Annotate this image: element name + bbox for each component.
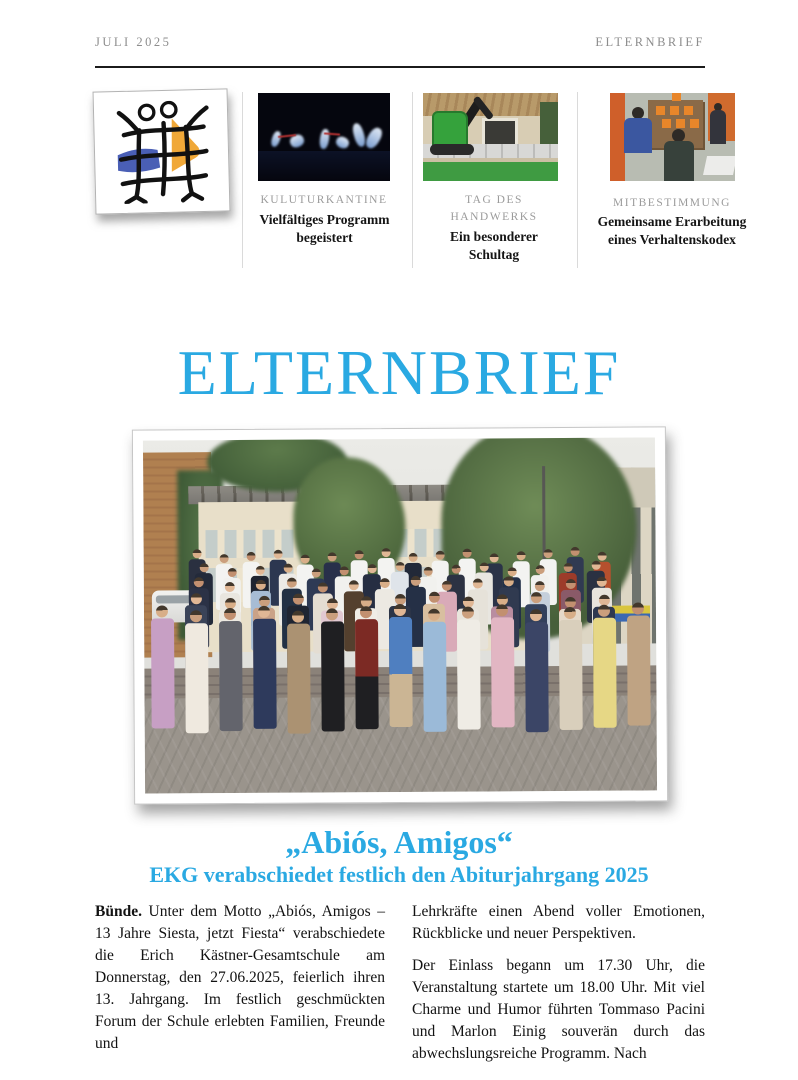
orange-wall	[610, 93, 625, 181]
column-divider	[577, 92, 578, 268]
person	[388, 604, 412, 727]
news-caption-mitbestimmung: Gemeinsame Erarbeitung eines Verhaltenskodex	[597, 214, 747, 247]
people-row	[144, 605, 657, 731]
table	[703, 156, 735, 175]
excavator-cab	[432, 111, 467, 148]
news-kicker-kulturkantine: KULUTURKANTINE	[260, 194, 388, 206]
column-divider	[242, 92, 243, 268]
person	[218, 608, 242, 731]
person	[184, 610, 208, 733]
news-caption-tag-des-handwerks: Ein besonderer Schultag	[450, 229, 538, 262]
paragraph: Lehrkräfte einen Abend voller Emotionen, Rückblicke und neuer Perspektiven.	[412, 903, 705, 942]
body-column-left	[95, 901, 385, 1075]
person	[422, 609, 446, 732]
paragraph: Bünde. Unter dem Motto „Abiós, Amigos – 13 Jahre Siesta, jetzt Fiesta“ verabschiedete die Erich Kästner-Gesamtschule am Donnerstag, den 27.06.2025, feierlich ihren 13. Jahrgang. Im festlich geschmückten Forum der Schule erlebten Familien, Freunde und	[95, 903, 385, 1052]
person	[252, 606, 276, 729]
person	[150, 605, 174, 728]
person	[524, 609, 548, 732]
news-kicker-tag-des-handwerks: TAG DES HANDWERKS	[450, 194, 538, 223]
green-tarp	[423, 162, 558, 181]
person	[286, 611, 310, 734]
person	[320, 608, 344, 731]
thumb-mitbestimmung	[610, 93, 735, 181]
person	[490, 604, 514, 727]
person	[558, 607, 582, 730]
thumb-kulturkantine	[258, 93, 390, 181]
thumb-tag-des-handwerks	[423, 93, 558, 181]
person	[664, 141, 694, 181]
school-logo-card	[93, 88, 231, 214]
article-subheadline: EKG verabschiedet festlich den Abiturjahrgang 2025	[149, 862, 649, 887]
stage-floor	[258, 151, 390, 181]
body-column-right	[412, 901, 705, 1075]
person	[624, 118, 652, 153]
column-divider	[412, 92, 413, 268]
person	[354, 606, 378, 729]
group-photo-scene	[143, 437, 657, 793]
lead-in: Bünde.	[95, 903, 142, 920]
person	[592, 605, 616, 728]
person	[710, 110, 726, 144]
excavator-track	[430, 144, 475, 155]
masthead-date: JULI 2025	[95, 35, 172, 49]
article-body	[95, 901, 705, 1075]
newsletter-title: ELTERNBRIEF	[177, 337, 621, 408]
article-headline: „Abiós, Amigos“	[285, 824, 513, 860]
person	[626, 602, 650, 725]
school-logo-icon	[104, 99, 218, 204]
group-photo-card	[132, 426, 668, 804]
masthead-rule	[95, 66, 705, 68]
masthead-brand: ELTERNBRIEF	[595, 35, 705, 49]
paragraph: Der Einlass begann um 17.30 Uhr, die Veranstaltung startete um 18.00 Uhr. Mit viel Charme und Humor führten Tommaso Pacini und Marlon Einig souverän durch das abwechslungsreiche Programm. Nach	[412, 957, 705, 1062]
news-kicker-mitbestimmung: MITBESTIMMUNG	[613, 197, 731, 209]
news-caption-kulturkantine: Vielfältiges Programm begeistert	[259, 212, 390, 245]
person	[456, 607, 480, 730]
